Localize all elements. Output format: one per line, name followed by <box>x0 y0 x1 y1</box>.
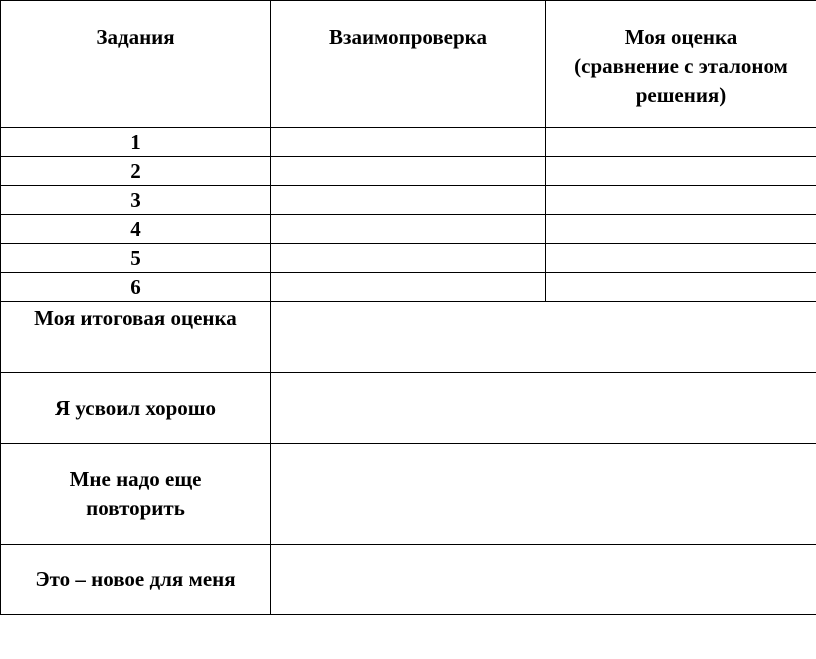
new-for-me-row <box>1 545 816 615</box>
my-grade-cell[interactable] <box>546 128 816 157</box>
header-tasks: Задания <box>1 1 271 128</box>
task-number: 2 <box>1 157 271 186</box>
my-grade-cell[interactable] <box>546 186 816 215</box>
task-row <box>1 273 816 302</box>
learned-well-label: Я усвоил хорошо <box>1 373 271 444</box>
header-my-grade-line1: Моя оценка <box>624 25 738 49</box>
peer-review-cell[interactable] <box>271 215 546 244</box>
header-my-grade-line3: решения) <box>635 83 727 107</box>
need-repeat-label <box>1 444 271 545</box>
task-row <box>1 128 816 157</box>
task-row <box>1 157 816 186</box>
peer-review-cell[interactable] <box>271 273 546 302</box>
task-number: 6 <box>1 273 271 302</box>
learned-well-row <box>1 373 816 444</box>
need-repeat-line2: повторить <box>86 496 185 520</box>
header-my-grade-line2: (сравнение с эталоном <box>574 54 788 78</box>
task-number: 3 <box>1 186 271 215</box>
need-repeat-cell[interactable] <box>271 444 816 545</box>
header-my-grade <box>546 1 816 128</box>
task-row <box>1 186 816 215</box>
task-number: 4 <box>1 215 271 244</box>
final-grade-row <box>1 302 816 373</box>
need-repeat-row <box>1 444 816 545</box>
final-grade-cell[interactable] <box>271 302 816 373</box>
new-for-me-label: Это – новое для меня <box>1 545 271 615</box>
peer-review-cell[interactable] <box>271 157 546 186</box>
final-grade-label: Моя итоговая оценка <box>1 302 271 373</box>
my-grade-cell[interactable] <box>546 273 816 302</box>
task-number: 5 <box>1 244 271 273</box>
peer-review-cell[interactable] <box>271 244 546 273</box>
task-number: 1 <box>1 128 271 157</box>
header-peer-review: Взаимопроверка <box>271 1 546 128</box>
my-grade-cell[interactable] <box>546 244 816 273</box>
task-row <box>1 215 816 244</box>
my-grade-cell[interactable] <box>546 215 816 244</box>
my-grade-cell[interactable] <box>546 157 816 186</box>
new-for-me-cell[interactable] <box>271 545 816 615</box>
peer-review-cell[interactable] <box>271 186 546 215</box>
task-row <box>1 244 816 273</box>
need-repeat-line1: Мне надо еще <box>69 467 202 491</box>
peer-review-cell[interactable] <box>271 128 546 157</box>
header-row <box>1 1 816 128</box>
learned-well-cell[interactable] <box>271 373 816 444</box>
